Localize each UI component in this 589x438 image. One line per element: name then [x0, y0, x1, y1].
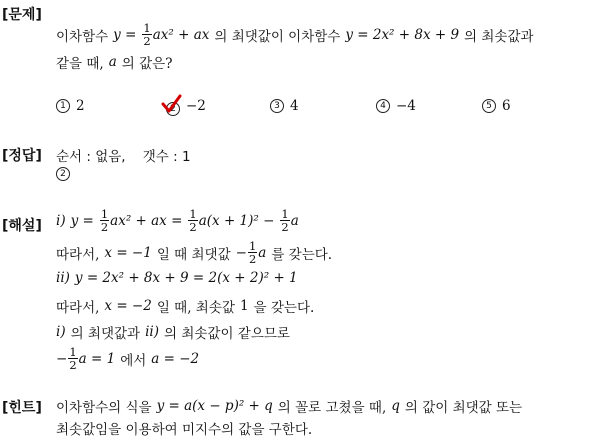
fraction-half: $\frac{1}{2}$ — [143, 21, 151, 48]
answer-mark: 2 — [56, 167, 70, 181]
solution-line-3: ii) y = 2x² + 8x + 9 = 2(x + 2)² + 1 — [56, 270, 298, 286]
choice-mark: 2 — [166, 102, 180, 116]
choice-mark: 4 — [376, 99, 390, 113]
choice-5[interactable]: 5 6 — [482, 98, 511, 114]
section-label-answer: [정답] — [2, 148, 42, 164]
solution-line-2: 따라서, x = −1 일 때 최댓값 − $\frac{1}{2}$ a 를 갖는다. — [56, 239, 333, 266]
choice-mark: 5 — [482, 99, 496, 113]
solution-line-5: i) 의 최댓값과 ii) 의 최솟값이 같으므로 — [56, 324, 290, 342]
answer-line-1: 순서 : 없음, 갯수 : 1 — [56, 149, 191, 165]
section-label-question: [문제] — [2, 7, 42, 23]
answer-line-2 — [56, 167, 70, 181]
solution-line-1: i) y = $\frac{1}{2}$ ax² + ax = $\frac{1}{2}$ a(x + 1)² − $\frac{1}{2}$ a — [56, 207, 299, 234]
choice-2[interactable]: 2 −2 — [166, 98, 206, 114]
section-label-hint: [힌트] — [2, 400, 42, 416]
solution-line-4: 따라서, x = −2 일 때, 최솟값 1 을 갖는다. — [56, 298, 315, 316]
choice-mark: 3 — [270, 99, 284, 113]
hint-line-1: 이차함수의 식을 y = a(x − p)² + q 의 꼴로 고쳤을 때, q 의 값이 최댓값 또는 — [56, 398, 523, 416]
choice-4[interactable]: 4 −4 — [376, 98, 416, 114]
solution-line-6: − $\frac{1}{2}$ a = 1 에서 a = −2 — [56, 345, 200, 372]
hint-line-2: 최솟값임을 이용하여 미지수의 값을 구한다. — [56, 422, 313, 438]
question-line-1: 이차함수 y = $\frac{1}{2}$ ax² + ax 의 최댓값이 이차함수 y = 2x² + 8x + 9 의 최솟값과 — [56, 21, 534, 48]
choice-3[interactable]: 3 4 — [270, 98, 299, 114]
section-label-solution: [해설] — [2, 218, 42, 234]
question-line-2: 같을 때, a 의 값은? — [56, 54, 173, 72]
choice-1[interactable]: 1 2 — [56, 98, 85, 114]
choice-mark: 1 — [56, 99, 70, 113]
checkmark-icon — [160, 94, 182, 114]
